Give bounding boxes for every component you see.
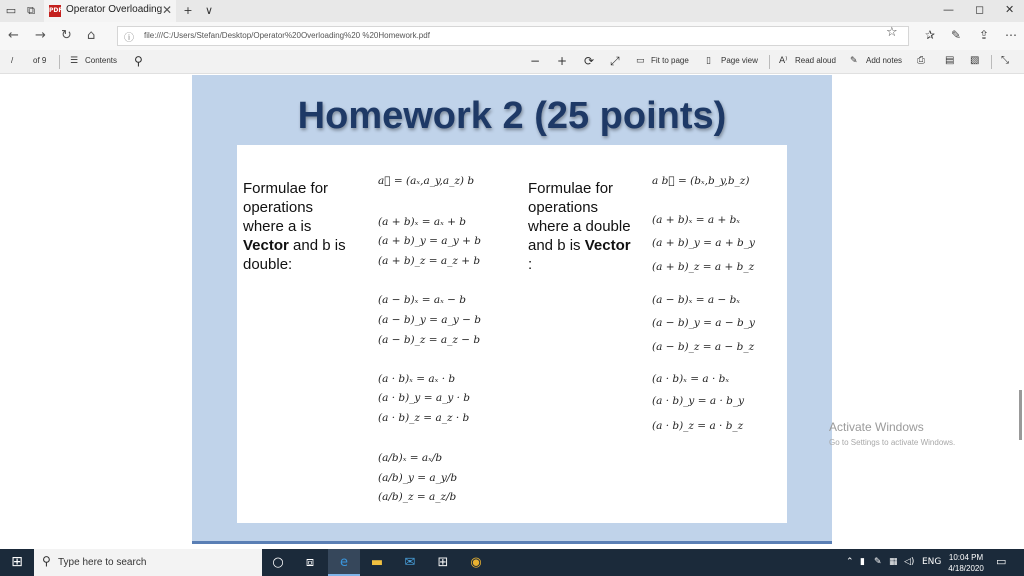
clock-time: 10:04 PM	[948, 553, 984, 562]
formula-line: (a + b)_z = a + b_z	[652, 261, 755, 273]
taskbar-search[interactable]	[34, 549, 262, 576]
page-view-button[interactable]: Page view	[721, 56, 758, 65]
rotate-icon[interactable]: ⟳	[584, 54, 595, 68]
search-placeholder: Type here to search	[58, 557, 147, 568]
left-description	[243, 179, 363, 274]
tray-overflow-icon[interactable]: ⌃	[846, 557, 854, 567]
tab-bar	[0, 0, 1024, 22]
text-line	[528, 236, 648, 255]
search-icon: ⚲	[42, 554, 51, 568]
start-button[interactable]: ⊞	[11, 554, 23, 570]
formula-line: (a · b)ₓ = aₓ · b	[378, 373, 456, 385]
activation-watermark-sub: Go to Settings to activate Windows.	[829, 438, 956, 447]
formula-line: (a + b)ₓ = a + bₓ	[652, 214, 741, 226]
search-icon[interactable]: ⚲	[134, 54, 143, 68]
favorites-list-icon[interactable]: ✰	[925, 28, 936, 42]
vector-a-definition: a⃗ = (aₓ,a_y,a_z) b	[378, 175, 475, 187]
set-aside-tabs-icon[interactable]: ⧉	[27, 4, 35, 17]
tab-title: Operator Overloading	[66, 4, 163, 15]
scrollbar-thumb[interactable]	[1019, 390, 1022, 440]
minimize-button[interactable]: —	[943, 3, 954, 16]
formula-line: (a · b)_y = a_y · b	[378, 392, 471, 404]
save-icon[interactable]: ▤	[945, 55, 955, 66]
text-line: Formulae for	[243, 180, 329, 197]
page-count: of 9	[33, 56, 47, 65]
formula-line: (a + b)_y = a + b_y	[652, 237, 755, 249]
cortana-icon[interactable]: ○	[272, 555, 284, 570]
url-text: file:///C:/Users/Stefan/Desktop/Operator%20Overloading%20 %20Homework.pdf	[144, 31, 430, 40]
text-fragment: and b is	[288, 237, 346, 254]
battery-icon[interactable]: ▮	[860, 557, 865, 567]
formula-line: (a − b)_z = a − b_z	[652, 341, 755, 353]
clock[interactable]	[944, 552, 988, 574]
notifications-icon[interactable]: ▭	[996, 555, 1007, 568]
page-number-field[interactable]: /	[11, 56, 14, 65]
divider	[59, 55, 60, 69]
text-fragment: and b is	[528, 237, 585, 254]
clock-date: 4/18/2020	[948, 564, 984, 573]
formula-line: (a − b)_y = a_y − b	[378, 314, 481, 326]
new-tab-button[interactable]: +	[183, 4, 193, 17]
contents-list-icon[interactable]: ☰	[70, 56, 79, 66]
text-line	[243, 236, 363, 255]
divider	[991, 55, 992, 69]
bold-term: Vector	[243, 237, 289, 254]
divider	[769, 55, 770, 69]
formula-line: (a + b)_z = a_z + b	[378, 255, 481, 267]
file-explorer-icon[interactable]: ▬	[370, 555, 384, 570]
store-icon[interactable]: ⊞	[437, 555, 449, 570]
formula-line: (a − b)_z = a_z − b	[378, 334, 481, 346]
formula-line: (a/b)_z = a_z/b	[378, 491, 457, 503]
restore-button[interactable]: ◻	[975, 3, 985, 16]
url-field[interactable]	[117, 26, 909, 46]
formula-line: (a/b)_y = a_y/b	[378, 472, 458, 484]
text-line: operations	[528, 199, 599, 216]
right-description	[528, 179, 648, 274]
pdf-toolbar	[0, 50, 1024, 74]
formula-line: (a · b)ₓ = a · bₓ	[652, 373, 730, 385]
text-line: where a is	[243, 218, 312, 235]
contents-button[interactable]: Contents	[85, 56, 118, 65]
tab-preview-icon[interactable]: ▭	[5, 4, 17, 17]
fit-to-page-icon[interactable]: ▭	[636, 56, 645, 66]
home-button[interactable]: ⌂	[87, 28, 96, 43]
volume-icon[interactable]: ◁)	[904, 557, 915, 567]
tab-close-icon[interactable]: ✕	[162, 3, 173, 17]
add-notes-icon[interactable]: ✎	[850, 56, 858, 66]
formula-line: (a − b)_y = a − b_y	[652, 317, 755, 329]
document-viewer[interactable]	[0, 75, 1024, 549]
mail-icon[interactable]: ✉	[404, 555, 416, 570]
bold-term: Vector	[584, 237, 631, 254]
slide-title: Homework 2 (25 points)	[297, 95, 727, 137]
pen-workspace-icon[interactable]: ✎	[874, 557, 882, 567]
pdf-page	[192, 75, 832, 549]
formula-line: (a · b)_z = a_z · b	[378, 412, 470, 424]
fit-to-page-button[interactable]: Fit to page	[651, 56, 689, 65]
formula-panel	[237, 145, 787, 523]
text-line: Formulae for	[528, 180, 614, 197]
refresh-button[interactable]: ↻	[61, 28, 72, 43]
pdf-icon: PDF	[49, 5, 61, 17]
vector-b-definition: a b⃗ = (bₓ,b_y,b_z)	[652, 175, 750, 187]
text-line: double:	[243, 256, 293, 273]
pen-icon[interactable]: ✎	[951, 28, 962, 42]
text-line: operations	[243, 199, 314, 216]
read-aloud-button[interactable]: Read aloud	[795, 56, 836, 65]
info-icon[interactable]: ⓘ	[124, 33, 134, 44]
text-line: where a double	[528, 218, 631, 235]
zoom-out-icon[interactable]: −	[530, 54, 541, 68]
task-view-icon[interactable]: ⧈	[305, 555, 315, 570]
add-notes-button[interactable]: Add notes	[866, 56, 903, 65]
more-icon[interactable]: ⋯	[1005, 28, 1017, 42]
close-window-button[interactable]: ✕	[1005, 3, 1015, 16]
text-line: :	[528, 256, 533, 273]
fullscreen-icon[interactable]: ⤢	[610, 54, 620, 68]
forward-button[interactable]: →	[35, 28, 46, 43]
taskbar	[0, 549, 1024, 576]
formula-line: (a/b)ₓ = aₓ/b	[378, 452, 443, 464]
favorite-star-icon[interactable]: ☆	[886, 25, 898, 40]
print-icon[interactable]: ⎙	[917, 55, 925, 66]
formula-line: (a − b)ₓ = a − bₓ	[652, 294, 741, 306]
activation-watermark: Activate Windows	[829, 420, 924, 434]
formula-line: (a · b)_y = a · b_y	[652, 395, 745, 407]
tab-list-chevron-icon[interactable]: ∨	[204, 4, 214, 17]
page-view-icon[interactable]: ▯	[706, 56, 711, 66]
zoom-in-icon[interactable]: +	[557, 54, 568, 68]
read-aloud-icon[interactable]: A⁾	[779, 56, 788, 66]
pin-toolbar-icon[interactable]: ⤡	[1001, 55, 1009, 66]
formula-line: (a + b)ₓ = aₓ + b	[378, 216, 467, 228]
language-indicator[interactable]: ENG	[922, 557, 942, 567]
back-button[interactable]: ←	[8, 28, 19, 43]
save-as-icon[interactable]: ▧	[970, 55, 980, 66]
formula-line: (a − b)ₓ = aₓ − b	[378, 294, 467, 306]
formula-line: (a · b)_z = a · b_z	[652, 420, 744, 432]
chrome-icon[interactable]: ◉	[470, 555, 482, 570]
edge-icon[interactable]: e	[328, 549, 360, 576]
network-icon[interactable]: ▦	[889, 557, 898, 567]
next-page-edge	[192, 541, 832, 544]
address-bar	[0, 22, 1024, 50]
share-icon[interactable]: ⇪	[979, 28, 990, 42]
formula-line: (a + b)_y = a_y + b	[378, 235, 481, 247]
tab-active[interactable]	[44, 0, 176, 22]
